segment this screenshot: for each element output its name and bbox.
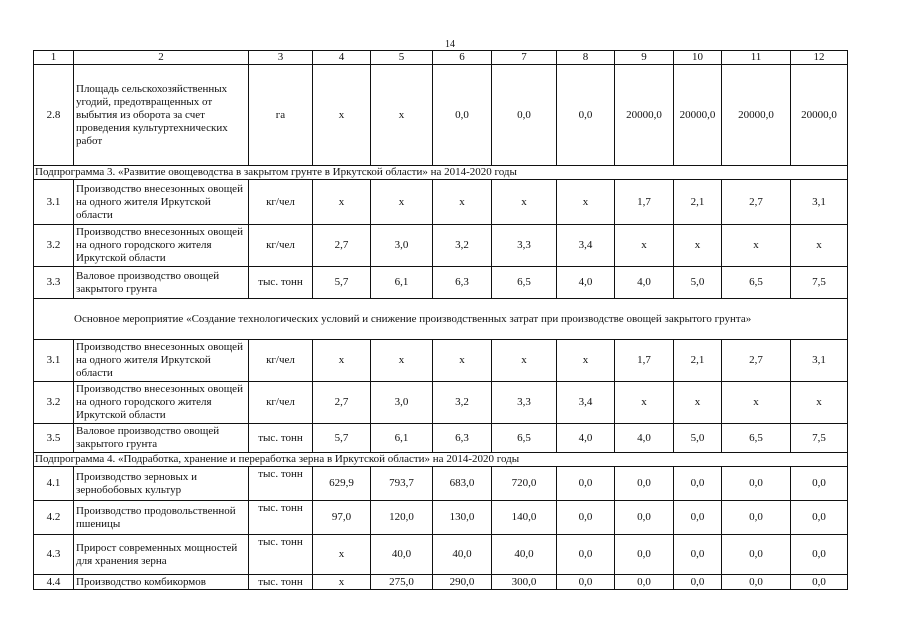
indicator-name: Производство внесезонных овощей на одного жителя Иркутской области — [74, 180, 249, 225]
subprogram-row — [34, 453, 848, 467]
unit: тыс. тонн — [249, 501, 313, 535]
column-header: 1 — [34, 51, 74, 65]
indicator-name: Производство зерновых и зернобобовых культур — [74, 467, 249, 501]
value-cell: 20000,0 — [791, 65, 848, 166]
subprogram-title: Подпрограмма 4. «Подработка, хранение и переработка зерна в Иркутской области» на 2014-2020 годы — [34, 453, 848, 467]
value-cell: 0,0 — [615, 575, 674, 590]
column-header: 4 — [313, 51, 371, 65]
table-row — [34, 267, 848, 299]
subprogram-title: Подпрограмма 3. «Развитие овощеводства в закрытом грунте в Иркутской области» на 2014-2020 годы — [34, 166, 848, 180]
value-cell: 4,0 — [615, 424, 674, 453]
value-cell: 5,7 — [313, 267, 371, 299]
value-cell: 5,0 — [674, 267, 722, 299]
row-number: 4.4 — [34, 575, 74, 590]
value-cell: 0,0 — [674, 501, 722, 535]
row-number: 3.1 — [34, 340, 74, 382]
value-cell: 3,1 — [791, 180, 848, 225]
value-cell: 2,7 — [313, 382, 371, 424]
row-number: 4.3 — [34, 535, 74, 575]
value-cell: 6,1 — [371, 424, 433, 453]
indicator-name: Валовое производство овощей закрытого грунта — [74, 424, 249, 453]
value-cell: х — [433, 180, 492, 225]
column-header: 7 — [492, 51, 557, 65]
value-cell: 20000,0 — [722, 65, 791, 166]
table-row — [34, 65, 848, 166]
table-row — [34, 180, 848, 225]
value-cell: х — [492, 180, 557, 225]
value-cell: 0,0 — [722, 535, 791, 575]
column-header: 10 — [674, 51, 722, 65]
column-header: 5 — [371, 51, 433, 65]
main-activity-title: Основное мероприятие «Создание технологических условий и снижение производственных затрат при производстве овощей закрытого грунта» — [34, 299, 848, 340]
value-cell: 1,7 — [615, 180, 674, 225]
value-cell: 0,0 — [791, 535, 848, 575]
value-cell: 0,0 — [433, 65, 492, 166]
table-row — [34, 424, 848, 453]
value-cell: 6,3 — [433, 267, 492, 299]
row-number: 3.2 — [34, 382, 74, 424]
value-cell: 4,0 — [557, 267, 615, 299]
column-header-row — [34, 51, 848, 65]
value-cell: х — [674, 225, 722, 267]
value-cell: 3,0 — [371, 225, 433, 267]
table-row — [34, 340, 848, 382]
value-cell: х — [313, 340, 371, 382]
value-cell: х — [791, 382, 848, 424]
value-cell: 629,9 — [313, 467, 371, 501]
table-row — [34, 467, 848, 501]
unit: кг/чел — [249, 382, 313, 424]
value-cell: 2,1 — [674, 340, 722, 382]
value-cell: 40,0 — [433, 535, 492, 575]
unit: тыс. тонн — [249, 424, 313, 453]
value-cell: 120,0 — [371, 501, 433, 535]
row-number: 3.5 — [34, 424, 74, 453]
value-cell: 0,0 — [557, 501, 615, 535]
value-cell: х — [492, 340, 557, 382]
value-cell: 3,1 — [791, 340, 848, 382]
value-cell: х — [371, 65, 433, 166]
row-number: 3.3 — [34, 267, 74, 299]
column-header: 12 — [791, 51, 848, 65]
value-cell: 0,0 — [722, 501, 791, 535]
value-cell: 0,0 — [615, 501, 674, 535]
value-cell: 7,5 — [791, 424, 848, 453]
value-cell: х — [615, 225, 674, 267]
indicator-name: Производство внесезонных овощей на одного городского жителя Иркутской области — [74, 225, 249, 267]
value-cell: 0,0 — [722, 575, 791, 590]
value-cell: 20000,0 — [674, 65, 722, 166]
value-cell: 6,3 — [433, 424, 492, 453]
page-number: 14 — [445, 39, 455, 50]
unit: га — [249, 65, 313, 166]
value-cell: 793,7 — [371, 467, 433, 501]
unit: кг/чел — [249, 225, 313, 267]
value-cell: 7,5 — [791, 267, 848, 299]
value-cell: х — [313, 575, 371, 590]
value-cell: 0,0 — [722, 467, 791, 501]
value-cell: 40,0 — [492, 535, 557, 575]
value-cell: х — [433, 340, 492, 382]
row-number: 3.1 — [34, 180, 74, 225]
unit: тыс. тонн — [249, 267, 313, 299]
value-cell: 20000,0 — [615, 65, 674, 166]
value-cell: 97,0 — [313, 501, 371, 535]
main-activity-row — [34, 299, 848, 340]
value-cell: х — [674, 382, 722, 424]
value-cell: 0,0 — [557, 467, 615, 501]
value-cell: 140,0 — [492, 501, 557, 535]
unit: кг/чел — [249, 180, 313, 225]
value-cell: 3,4 — [557, 225, 615, 267]
value-cell: 300,0 — [492, 575, 557, 590]
value-cell: 0,0 — [492, 65, 557, 166]
value-cell: 3,2 — [433, 382, 492, 424]
value-cell: х — [722, 382, 791, 424]
value-cell: 0,0 — [674, 575, 722, 590]
subprogram-row — [34, 166, 848, 180]
value-cell: 275,0 — [371, 575, 433, 590]
value-cell: 0,0 — [791, 501, 848, 535]
unit: тыс. тонн — [249, 575, 313, 590]
indicator-name: Производство продовольственной пшеницы — [74, 501, 249, 535]
value-cell: 0,0 — [791, 467, 848, 501]
value-cell: х — [557, 340, 615, 382]
value-cell: 3,2 — [433, 225, 492, 267]
value-cell: 0,0 — [791, 575, 848, 590]
table-row — [34, 225, 848, 267]
value-cell: 683,0 — [433, 467, 492, 501]
value-cell: 3,4 — [557, 382, 615, 424]
value-cell: 720,0 — [492, 467, 557, 501]
value-cell: 2,7 — [722, 340, 791, 382]
value-cell: х — [791, 225, 848, 267]
value-cell: х — [615, 382, 674, 424]
value-cell: 6,5 — [722, 424, 791, 453]
column-header: 2 — [74, 51, 249, 65]
value-cell: х — [722, 225, 791, 267]
value-cell: 6,5 — [722, 267, 791, 299]
value-cell: 6,5 — [492, 267, 557, 299]
row-number: 4.1 — [34, 467, 74, 501]
table-row — [34, 535, 848, 575]
value-cell: 0,0 — [615, 535, 674, 575]
value-cell: х — [371, 180, 433, 225]
value-cell: 2,1 — [674, 180, 722, 225]
value-cell: 290,0 — [433, 575, 492, 590]
value-cell: 0,0 — [615, 467, 674, 501]
row-number: 3.2 — [34, 225, 74, 267]
row-number: 2.8 — [34, 65, 74, 166]
table-row — [34, 575, 848, 590]
value-cell: 0,0 — [557, 65, 615, 166]
column-header: 11 — [722, 51, 791, 65]
indicator-name: Валовое производство овощей закрытого грунта — [74, 267, 249, 299]
value-cell: 5,7 — [313, 424, 371, 453]
indicator-name: Прирост современных мощностей для хранения зерна — [74, 535, 249, 575]
indicator-name: Производство комбикормов — [74, 575, 249, 590]
value-cell: 0,0 — [674, 535, 722, 575]
value-cell: 130,0 — [433, 501, 492, 535]
value-cell: 4,0 — [615, 267, 674, 299]
value-cell: 4,0 — [557, 424, 615, 453]
unit: тыс. тонн — [249, 467, 313, 501]
value-cell: х — [313, 535, 371, 575]
value-cell: х — [313, 180, 371, 225]
value-cell: х — [557, 180, 615, 225]
column-header: 3 — [249, 51, 313, 65]
value-cell: 6,1 — [371, 267, 433, 299]
value-cell: х — [313, 65, 371, 166]
column-header: 6 — [433, 51, 492, 65]
table-row — [34, 501, 848, 535]
indicator-name: Производство внесезонных овощей на одного жителя Иркутской области — [74, 340, 249, 382]
value-cell: 6,5 — [492, 424, 557, 453]
value-cell: 0,0 — [674, 467, 722, 501]
value-cell: х — [371, 340, 433, 382]
column-header: 8 — [557, 51, 615, 65]
value-cell: 3,0 — [371, 382, 433, 424]
value-cell: 2,7 — [722, 180, 791, 225]
value-cell: 3,3 — [492, 225, 557, 267]
indicators-table — [33, 50, 848, 590]
value-cell: 5,0 — [674, 424, 722, 453]
value-cell: 1,7 — [615, 340, 674, 382]
unit: кг/чел — [249, 340, 313, 382]
unit: тыс. тонн — [249, 535, 313, 575]
indicator-name: Площадь сельскохозяйственных угодий, предотвращенных от выбытия из оборота за счет проведения культуртехнических работ — [74, 65, 249, 166]
value-cell: 0,0 — [557, 535, 615, 575]
row-number: 4.2 — [34, 501, 74, 535]
value-cell: 2,7 — [313, 225, 371, 267]
table-row — [34, 382, 848, 424]
value-cell: 0,0 — [557, 575, 615, 590]
value-cell: 3,3 — [492, 382, 557, 424]
indicator-name: Производство внесезонных овощей на одного городского жителя Иркутской области — [74, 382, 249, 424]
column-header: 9 — [615, 51, 674, 65]
value-cell: 40,0 — [371, 535, 433, 575]
